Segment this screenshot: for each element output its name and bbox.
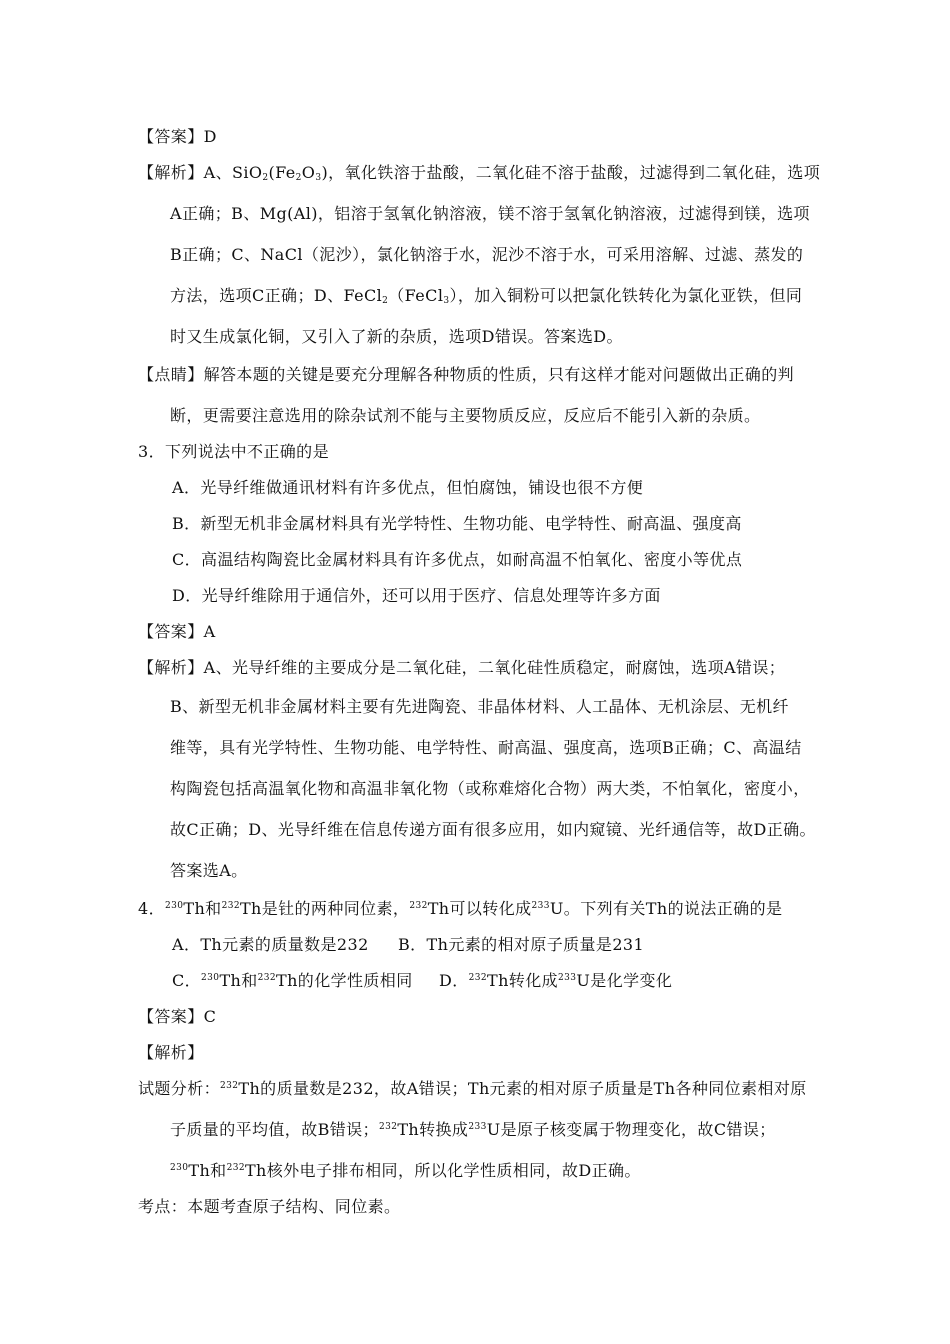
analysis-line-1: 【解析】A、光导纤维的主要成分是二氧化硅，二氧化硅性质稳定，耐腐蚀，选项A错误； [138, 658, 786, 677]
answer-label: 【答案】 [138, 127, 204, 146]
analysis-line-3: $^{230}$Th和$^{232}$Th核外电子排布相同，所以化学性质相同，故D正确。 [170, 1161, 641, 1180]
answer-line [138, 126, 217, 148]
analysis-line-4: 构陶瓷包括高温氧化物和高温非氧化物（或称难熔化合物）两大类，不怕氧化，密度小， [170, 779, 810, 798]
analysis-line-4: 方法，选项C正确；D、FeCl$_2$（FeCl$_3$），加入铜粉可以把氯化铁转化为氯化亚铁，但同 [170, 286, 803, 306]
question-3-option-c: C．高温结构陶瓷比金属材料具有许多优点，如耐高温不怕氧化、密度小等优点 [172, 550, 743, 569]
question-3-option-a: A．光导纤维做通讯材料有许多优点，但怕腐蚀，铺设也很不方便 [172, 478, 644, 497]
analysis-line-1: 【解析】A、$SiO_2(Fe_2O_3)$，氧化铁溶于盐酸，二氧化硅不溶于盐酸，过滤得到二氧化硅，选项 [138, 163, 821, 183]
answer-value: C [203, 1007, 217, 1026]
kaodian-line: 考点：本题考查原子结构、同位素。 [138, 1197, 401, 1216]
tip-label: 【点睛】 [138, 365, 204, 384]
analysis-line-6: 答案选A。 [170, 861, 248, 880]
answer-line [138, 1006, 216, 1028]
answer-value: D [203, 127, 217, 146]
question-4-option-a: A．Th元素的质量数是232 [172, 935, 369, 954]
question-4-option-c: C．$^{230}$Th和$^{232}$Th的化学性质相同 [172, 971, 413, 990]
question-4-stem: 4．$^{230}$Th和$^{232}$Th是钍的两种同位素，$^{232}$Th可以转化成$^{233}$U。下列有关Th的说法正确的是 [138, 899, 783, 918]
question-4-option-d: D．$^{232}$Th转化成$^{233}$U是化学变化 [439, 971, 673, 990]
answer-label: 【答案】 [138, 1007, 204, 1026]
tip-line-2: 断，更需要注意选用的除杂试剂不能与主要物质反应，反应后不能引入新的杂质。 [170, 406, 761, 425]
analysis-line-3: 维等，具有光学特性、生物功能、电学特性、耐高温、强度高，选项B正确；C、高温结 [170, 738, 802, 757]
analysis-line-3: B正确；C、NaCl（泥沙），氯化钠溶于水，泥沙不溶于水，可采用溶解、过滤、蒸发的 [170, 245, 804, 264]
answer-label: 【答案】 [138, 622, 204, 641]
question-3-option-b: B．新型无机非金属材料具有光学特性、生物功能、电学特性、耐高温、强度高 [172, 514, 742, 533]
answer-line [138, 621, 216, 643]
analysis-line-5: 故C正确；D、光导纤维在信息传递方面有很多应用，如内窥镜、光纤通信等，故D正确。 [170, 820, 816, 839]
tip-line-1: 【点睛】解答本题的关键是要充分理解各种物质的性质，只有这样才能对问题做出正确的判 [138, 365, 795, 384]
analysis-label: 【解析】 [138, 658, 204, 677]
question-3-stem: 3．下列说法中不正确的是 [138, 442, 329, 461]
analysis-label: 【解析】 [138, 163, 204, 182]
analysis-label: 【解析】 [138, 1043, 204, 1062]
analysis-line-2: 子质量的平均值，故B错误；$^{232}$Th转换成$^{233}$U是原子核变属于物理变化，故C错误； [170, 1120, 776, 1139]
analysis-line-2: B、新型无机非金属材料主要有先进陶瓷、非晶体材料、人工晶体、无机涂层、无机纤 [170, 697, 789, 716]
analysis-line-2: A正确；B、Mg(Al)，铝溶于氢氧化钠溶液，镁不溶于氢氧化钠溶液，过滤得到镁，选项 [170, 204, 810, 223]
analysis-line-1: 试题分析：$^{232}$Th的质量数是232，故A错误；Th元素的相对原子质量是Th各种同位素相对原 [138, 1079, 807, 1098]
question-4-option-b: B．Th元素的相对原子质量是231 [398, 935, 645, 954]
question-3-option-d: D．光导纤维除用于通信外，还可以用于医疗、信息处理等许多方面 [172, 586, 661, 605]
answer-value: A [203, 622, 216, 641]
analysis-line-5: 时又生成氯化铜，又引入了新的杂质，选项D错误。答案选D。 [170, 327, 623, 346]
